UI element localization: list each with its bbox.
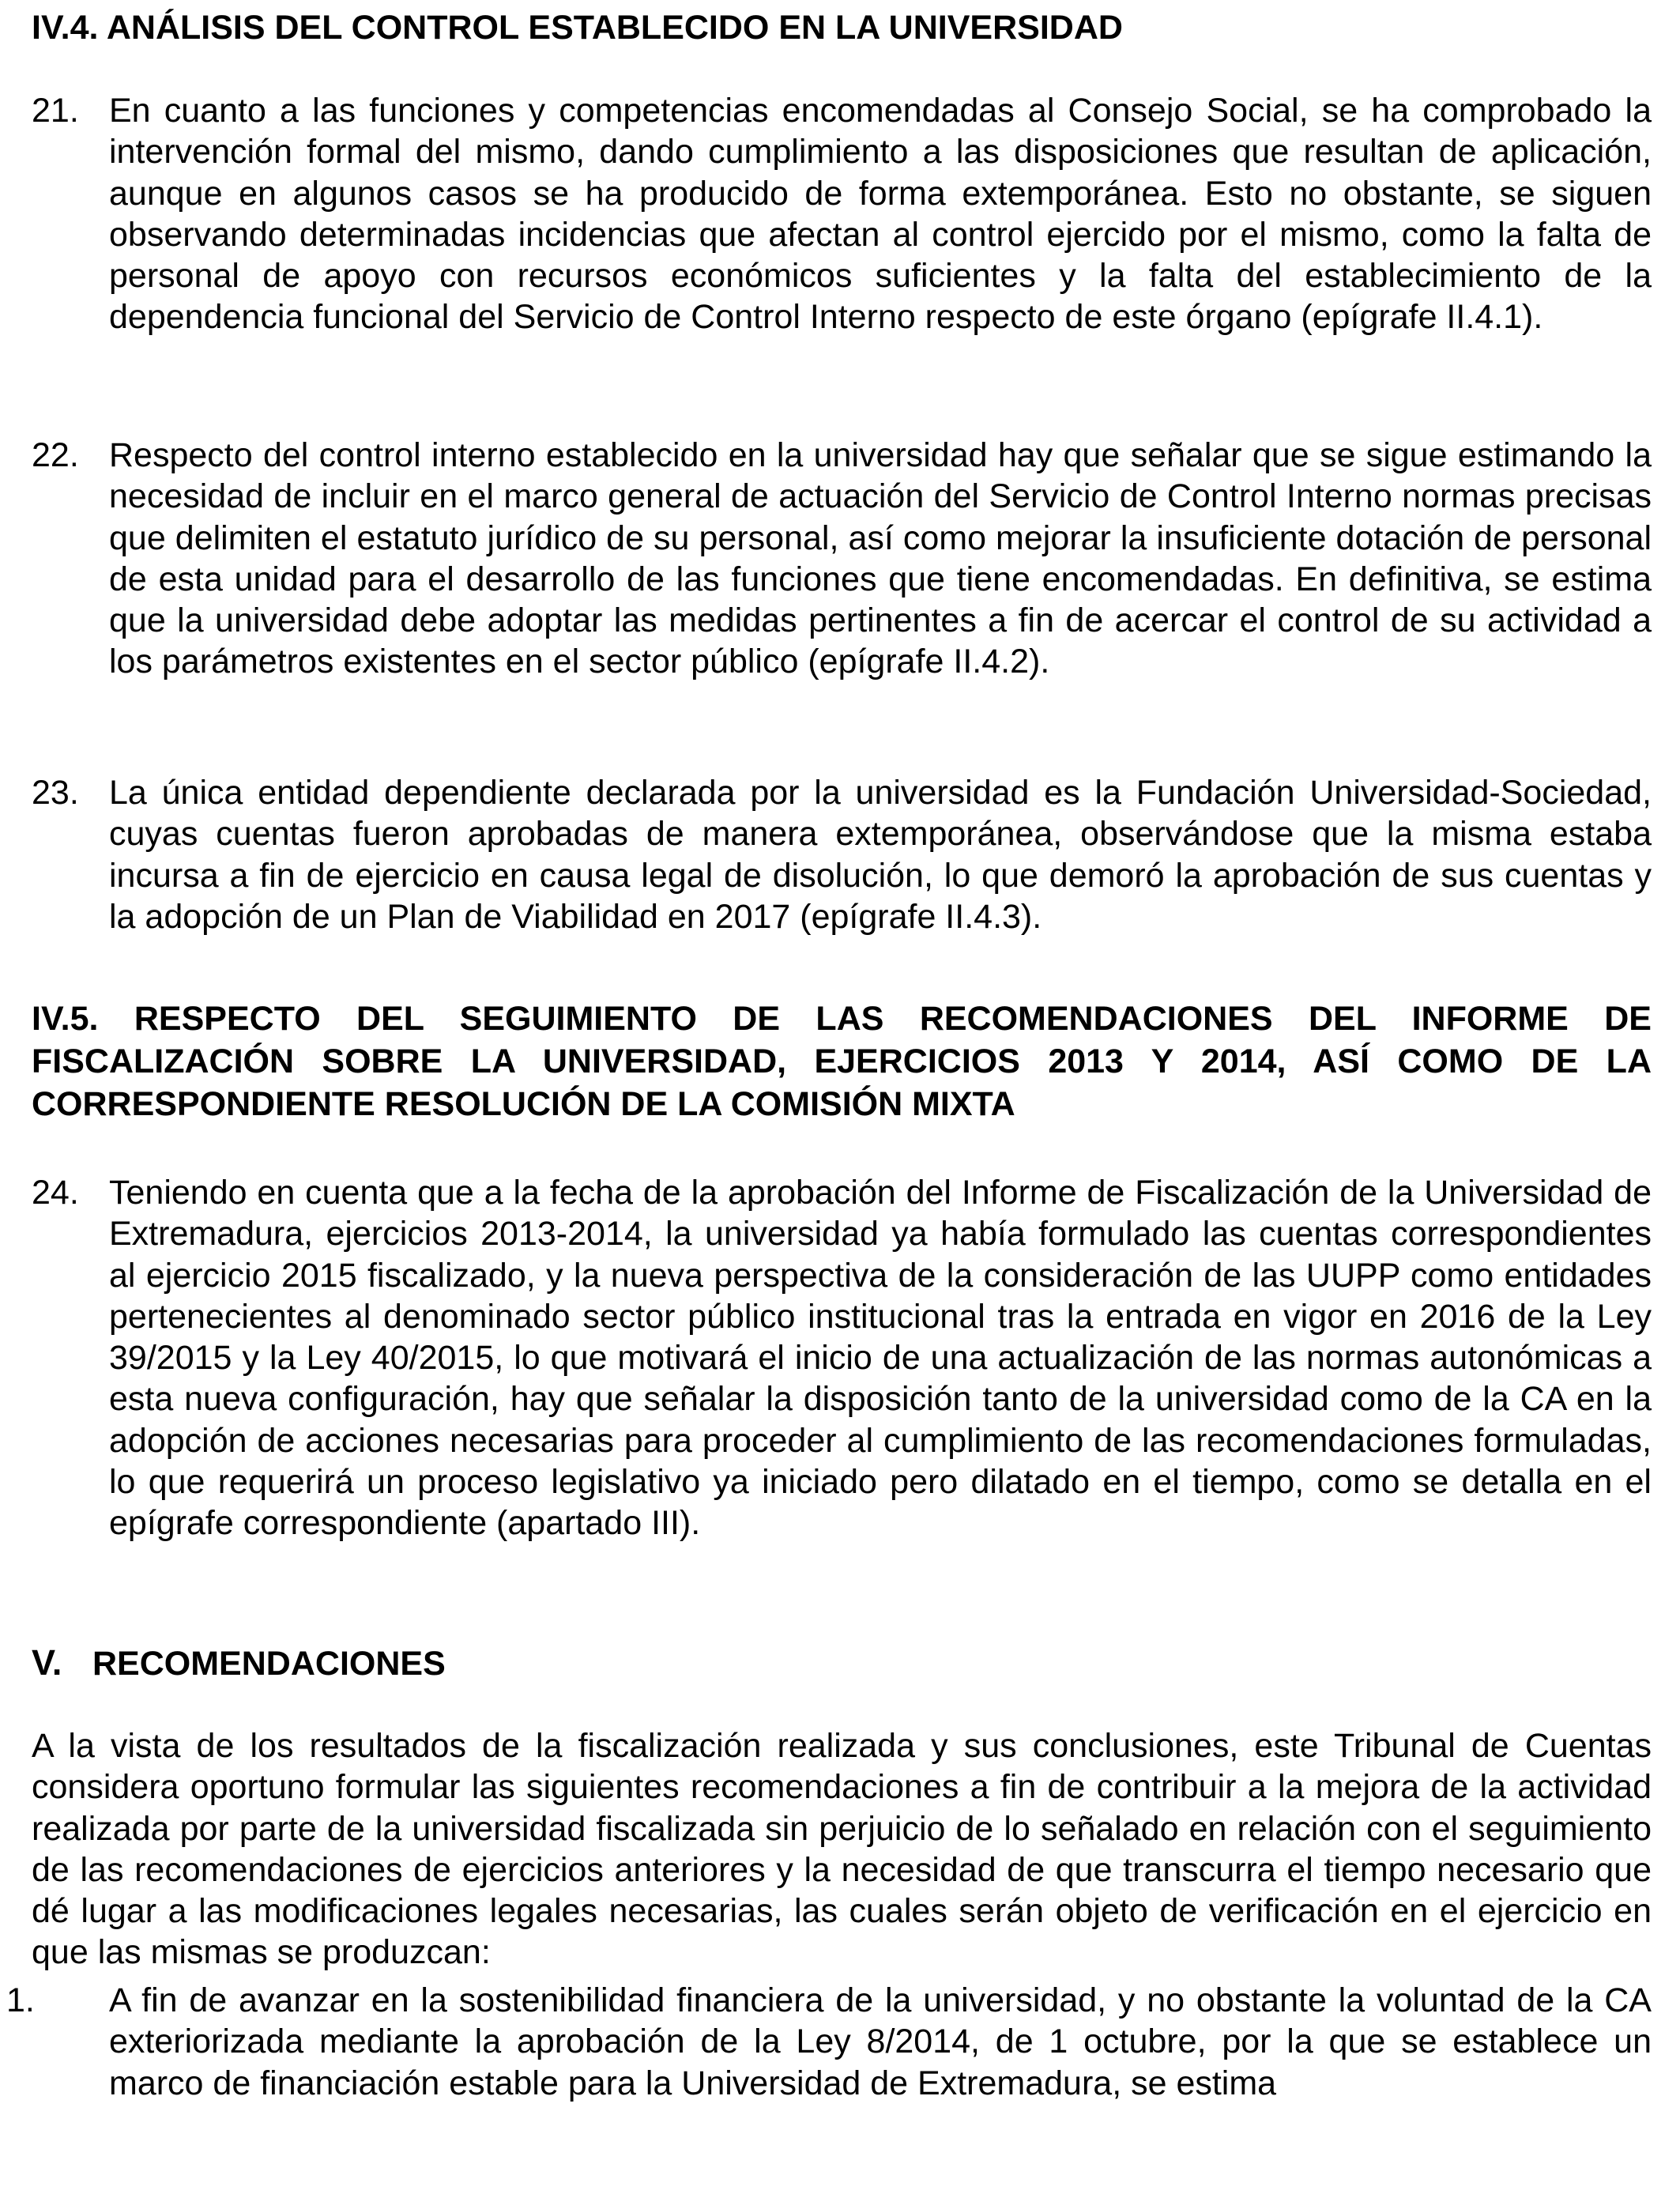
paragraph-number: 23. <box>32 774 79 812</box>
recommendation-number: 1. <box>6 1981 35 2019</box>
recommendations-intro: A la vista de los resultados de la fiscalización realizada y sus conclusiones, este Tribunal de Cuentas considera oportuno formular las siguientes recomendaciones a fin de contribuir a la mejora de la actividad realizada por parte de la universidad fiscalizada sin perjuicio de lo señalado en relación con el seguimiento de las recomendaciones de ejercicios anteriores y la necesidad de que transcurra el tiempo necesario que dé lugar a las modificaciones legales necesarias, las cuales serán objeto de verificación en el ejercicio en que las mismas se produzcan: <box>32 1727 1652 1972</box>
paragraph-number: 22. <box>32 436 79 474</box>
paragraph-text: La única entidad dependiente declarada por la universidad es la Fundación Universidad-Sociedad, cuyas cuentas fueron aprobadas de manera extemporánea, observándose que la misma estaba incursa a fin de ejercicio en causa legal de disolución, lo que demoró la aprobación de sus cuentas y la adopción de un Plan de Viabilidad en 2017 (epígrafe II.4.3). <box>109 774 1652 936</box>
section-title: RECOMENDACIONES <box>92 1645 446 1683</box>
section-heading-iv5: IV.5. RESPECTO DEL SEGUIMIENTO DE LAS RECOMENDACIONES DEL INFORME DE FISCALIZACIÓN SOBRE LA UNIVERSIDAD, EJERCICIOS 2013 Y 2014, ASÍ COMO DE LA CORRESPONDIENTE RESOLUCIÓN DE LA COMISIÓN MIXTA <box>32 1000 1652 1123</box>
recommendation-text: A fin de avanzar en la sostenibilidad financiera de la universidad, y no obstante la voluntad de la CA exteriorizada mediante la aprobación de la Ley 8/2014, de 1 octubre, por la que se establece un marco de financiación estable para la Universidad de Extremadura, se estima <box>109 1981 1652 2102</box>
paragraph-number: 21. <box>32 92 79 130</box>
paragraph-number: 24. <box>32 1174 79 1212</box>
section-number: V. <box>32 1642 62 1683</box>
section-heading-v <box>32 1642 446 1685</box>
paragraph-text: Respecto del control interno establecido en la universidad hay que señalar que se sigue estimando la necesidad de incluir en el marco general de actuación del Servicio de Control Interno normas precisas que delimiten el estatuto jurídico de su personal, así como mejorar la insuficiente dotación de personal de esta unidad para el desarrollo de las funciones que tiene encomendadas. En definitiva, se estima que la universidad debe adoptar las medidas pertinentes a fin de acercar el control de su actividad a los parámetros existentes en el sector público (epígrafe II.4.2). <box>109 436 1652 681</box>
section-heading-iv4: IV.4. ANÁLISIS DEL CONTROL ESTABLECIDO EN LA UNIVERSIDAD <box>32 9 1123 47</box>
paragraph-text: Teniendo en cuenta que a la fecha de la aprobación del Informe de Fiscalización de la Universidad de Extremadura, ejercicios 2013-2014, la universidad ya había formulado las cuentas correspondientes al ejercicio 2015 fiscalizado, y la nueva perspectiva de la consideración de las UUPP como entidades pertenecientes al denominado sector público institucional tras la entrada en vigor en 2016 de la Ley 39/2015 y la Ley 40/2015, lo que motivará el inicio de una actualización de las normas autonómicas a esta nueva configuración, hay que señalar la disposición tanto de la universidad como de la CA en la adopción de acciones necesarias para proceder al cumplimiento de las recomendaciones formuladas, lo que requerirá un proceso legislativo ya iniciado pero dilatado en el tiempo, como se detalla en el epígrafe correspondiente (apartado III). <box>109 1174 1652 1543</box>
paragraph-text: En cuanto a las funciones y competencias encomendadas al Consejo Social, se ha comprobado la intervención formal del mismo, dando cumplimiento a las disposiciones que resultan de aplicación, aunque en algunos casos se ha producido de forma extemporánea. Esto no obstante, se siguen observando determinadas incidencias que afectan al control ejercido por el mismo, como la falta de personal de apoyo con recursos económicos suficientes y la falta del establecimiento de la dependencia funcional del Servicio de Control Interno respecto de este órgano (epígrafe II.4.1). <box>109 92 1652 337</box>
